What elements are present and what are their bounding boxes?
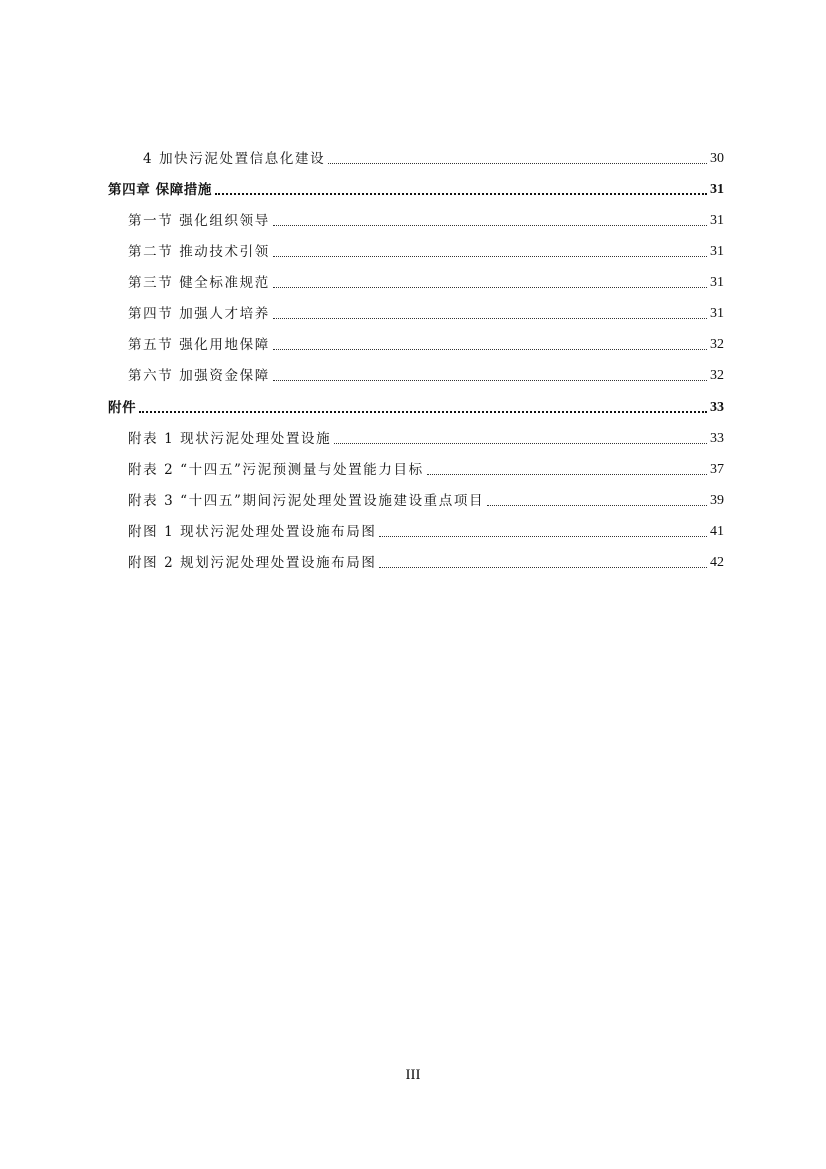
toc-entry-title: 附表 2 “十四五”污泥预测量与处置能力目标	[128, 462, 424, 478]
toc-entry-title: 第五节 强化用地保障	[128, 337, 270, 353]
toc-entry-title: 附图 1 现状污泥处理处置设施布局图	[128, 524, 377, 540]
toc-leader-dots	[273, 348, 707, 350]
toc-entry-page: 33	[710, 431, 724, 446]
toc-section-1[interactable]	[128, 208, 724, 230]
page-number: III	[405, 1067, 421, 1083]
toc-entry-title: 第六节 加强资金保障	[128, 368, 270, 384]
toc-entry-page: 42	[710, 555, 724, 570]
toc-entry-title: 附图 2 规划污泥处理处置设施布局图	[128, 555, 377, 571]
toc-leader-dots	[273, 379, 707, 381]
toc-appendix-table-2[interactable]	[128, 457, 724, 479]
toc-entry-page: 31	[710, 306, 724, 321]
toc-section-2[interactable]	[128, 239, 724, 261]
toc-section-4[interactable]	[128, 301, 724, 323]
toc-entry-title: 第一节 强化组织领导	[128, 213, 270, 229]
toc-entry-page: 32	[710, 368, 724, 383]
toc-appendix-figure-2[interactable]	[128, 550, 724, 572]
toc-section-6[interactable]	[128, 363, 724, 385]
toc-entry-page: 39	[710, 493, 724, 508]
toc-entry-title: 第三节 健全标准规范	[128, 275, 270, 291]
toc-appendix-figure-1[interactable]	[128, 519, 724, 541]
toc-section-5[interactable]	[128, 332, 724, 354]
toc-leader-dots	[215, 192, 707, 195]
toc-entry-page: 33	[710, 400, 724, 415]
toc-entry-page: 31	[710, 213, 724, 228]
toc-entry-page: 32	[710, 337, 724, 352]
toc-entry-page: 31	[710, 275, 724, 290]
toc-entry-title: 第二节 推动技术引领	[128, 244, 270, 260]
toc-leader-dots	[273, 286, 707, 288]
toc-appendix[interactable]	[108, 395, 724, 417]
toc-entry-page: 30	[710, 151, 724, 166]
toc-leader-dots	[334, 442, 707, 444]
toc-leader-dots	[139, 410, 707, 413]
toc-chapter-4[interactable]	[108, 177, 724, 199]
toc-leader-dots	[273, 255, 707, 257]
toc-appendix-table-3[interactable]	[128, 488, 724, 510]
toc-appendix-table-1[interactable]	[128, 426, 724, 448]
toc-entry-page: 31	[710, 182, 724, 197]
toc-entry-title: 附表 3 “十四五”期间污泥处理处置设施建设重点项目	[128, 493, 485, 509]
toc-section-3[interactable]	[128, 270, 724, 292]
toc-entry-title: 附表 1 现状污泥处理处置设施	[128, 431, 332, 447]
toc-entry-title: 4 加快污泥处置信息化建设	[143, 151, 326, 167]
toc-leader-dots	[273, 317, 707, 319]
toc-leader-dots	[379, 566, 707, 568]
toc-entry-title: 第四节 加强人才培养	[128, 306, 270, 322]
toc-entry-page: 41	[710, 524, 724, 539]
toc-leader-dots	[427, 473, 707, 475]
toc-entry-informatization[interactable]	[143, 146, 724, 168]
toc-entry-page: 37	[710, 462, 724, 477]
toc-leader-dots	[379, 535, 707, 537]
toc-leader-dots	[487, 504, 707, 506]
toc-entry-page: 31	[710, 244, 724, 259]
toc-entry-title: 第四章 保障措施	[108, 182, 212, 198]
toc-entry-title: 附件	[108, 400, 137, 416]
toc-leader-dots	[273, 224, 707, 226]
toc-leader-dots	[328, 162, 707, 164]
